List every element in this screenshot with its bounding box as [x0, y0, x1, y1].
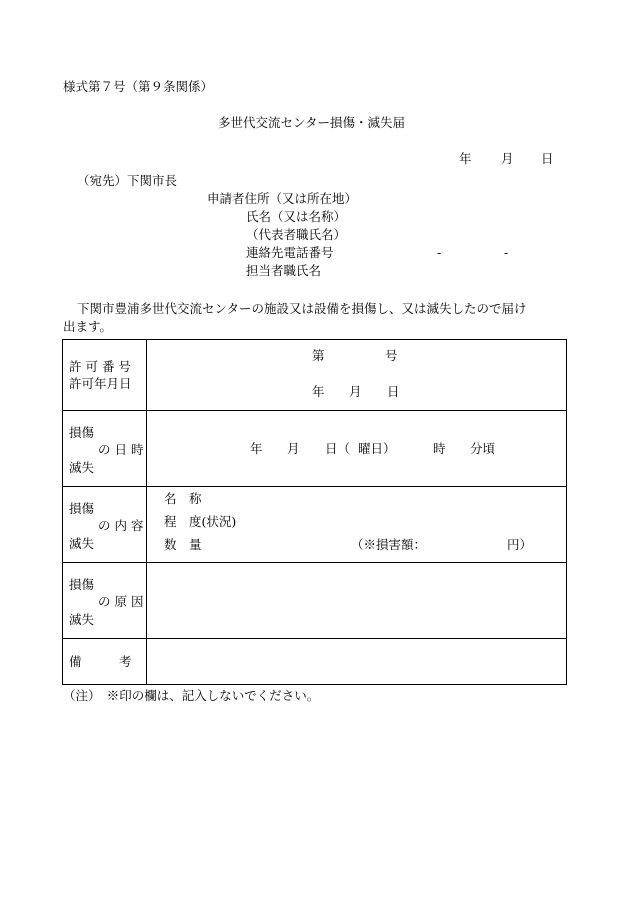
datetime-value-cell[interactable]: [147, 411, 567, 487]
permit-year-label: 年: [312, 384, 325, 399]
cause-value-cell[interactable]: [147, 563, 567, 639]
content-label-bottom: 滅失: [69, 536, 95, 551]
permit-number-label: 許 可 番 号: [69, 359, 131, 374]
phone-dash-2: -: [504, 245, 509, 260]
cause-row: [63, 563, 567, 639]
content-value-cell[interactable]: [147, 487, 567, 563]
applicant-name-label: 氏名（又は名称）: [246, 209, 347, 224]
content-label-cell: [63, 487, 147, 563]
remarks-label-cell: [63, 639, 147, 685]
form-title: 多世代交流センター損傷・滅失届: [218, 115, 406, 130]
cause-label-bottom: 滅失: [69, 612, 95, 627]
permit-dai-label: 第: [312, 348, 325, 363]
cause-label-cell: [63, 563, 147, 639]
phone-dash-1: -: [437, 245, 442, 260]
permit-go-label: 号: [385, 348, 398, 363]
content-label-top: 損傷: [69, 501, 95, 516]
datetime-minute-label: 分頃: [470, 441, 496, 456]
content-degree-label: 程 度(状況): [164, 514, 237, 529]
remarks-value-cell[interactable]: [147, 639, 567, 685]
datetime-day-label: 日（: [325, 441, 351, 456]
datetime-row: [63, 411, 567, 487]
remarks-row: [63, 639, 567, 685]
applicant-phone-label: 連絡先電話番号: [246, 245, 334, 260]
applicant-address-label: 申請者住所（又は所在地）: [207, 191, 358, 206]
addressee: （宛先）下関市長: [77, 173, 178, 188]
content-quantity-label: 数 量: [164, 537, 202, 552]
datetime-label-cell: [63, 411, 147, 487]
datetime-label-top: 損傷: [69, 425, 95, 440]
permit-value-cell[interactable]: [147, 340, 567, 411]
datetime-hour-label: 時: [433, 441, 446, 456]
damage-yen-label: 円）: [507, 537, 533, 552]
contact-person-label: 担当者職氏名: [246, 263, 322, 278]
datetime-month-label: 月: [287, 441, 300, 456]
cause-label-top: 損傷: [69, 577, 95, 592]
permit-day-label: 日: [387, 384, 400, 399]
form-number: 様式第７号（第９条関係）: [63, 79, 214, 94]
content-label-mid: の 内 容: [98, 518, 144, 533]
date-month-label: 月: [501, 151, 514, 166]
date-year-label: 年: [459, 151, 472, 166]
permit-month-label: 月: [349, 384, 362, 399]
content-name-label: 名 称: [164, 491, 202, 506]
content-row: [63, 487, 567, 563]
cause-label-mid: の 原 因: [98, 594, 144, 609]
datetime-year-label: 年: [250, 441, 263, 456]
remarks-label: 備 考: [69, 654, 132, 669]
permit-date-label: 許可年月日: [69, 376, 132, 391]
date-day-label: 日: [541, 151, 554, 166]
datetime-label-bottom: 滅失: [69, 460, 95, 475]
permit-row: [63, 340, 567, 411]
report-form-table: [62, 339, 567, 685]
datetime-label-mid: の 日 時: [98, 442, 144, 457]
statement-line-2: 出ます。: [63, 319, 113, 334]
damage-amount-label: （※損害額：: [351, 537, 427, 552]
footnote: （注） ※印の欄は、記入しないでください。: [63, 688, 320, 703]
applicant-representative-label: （代表者職氏名）: [246, 227, 347, 242]
datetime-weekday-label: 曜日）: [358, 441, 396, 456]
statement-line-1: 下関市豊浦多世代交流センターの施設又は設備を損傷し、又は滅失したので届け: [77, 301, 527, 316]
permit-label-cell: [63, 340, 147, 411]
